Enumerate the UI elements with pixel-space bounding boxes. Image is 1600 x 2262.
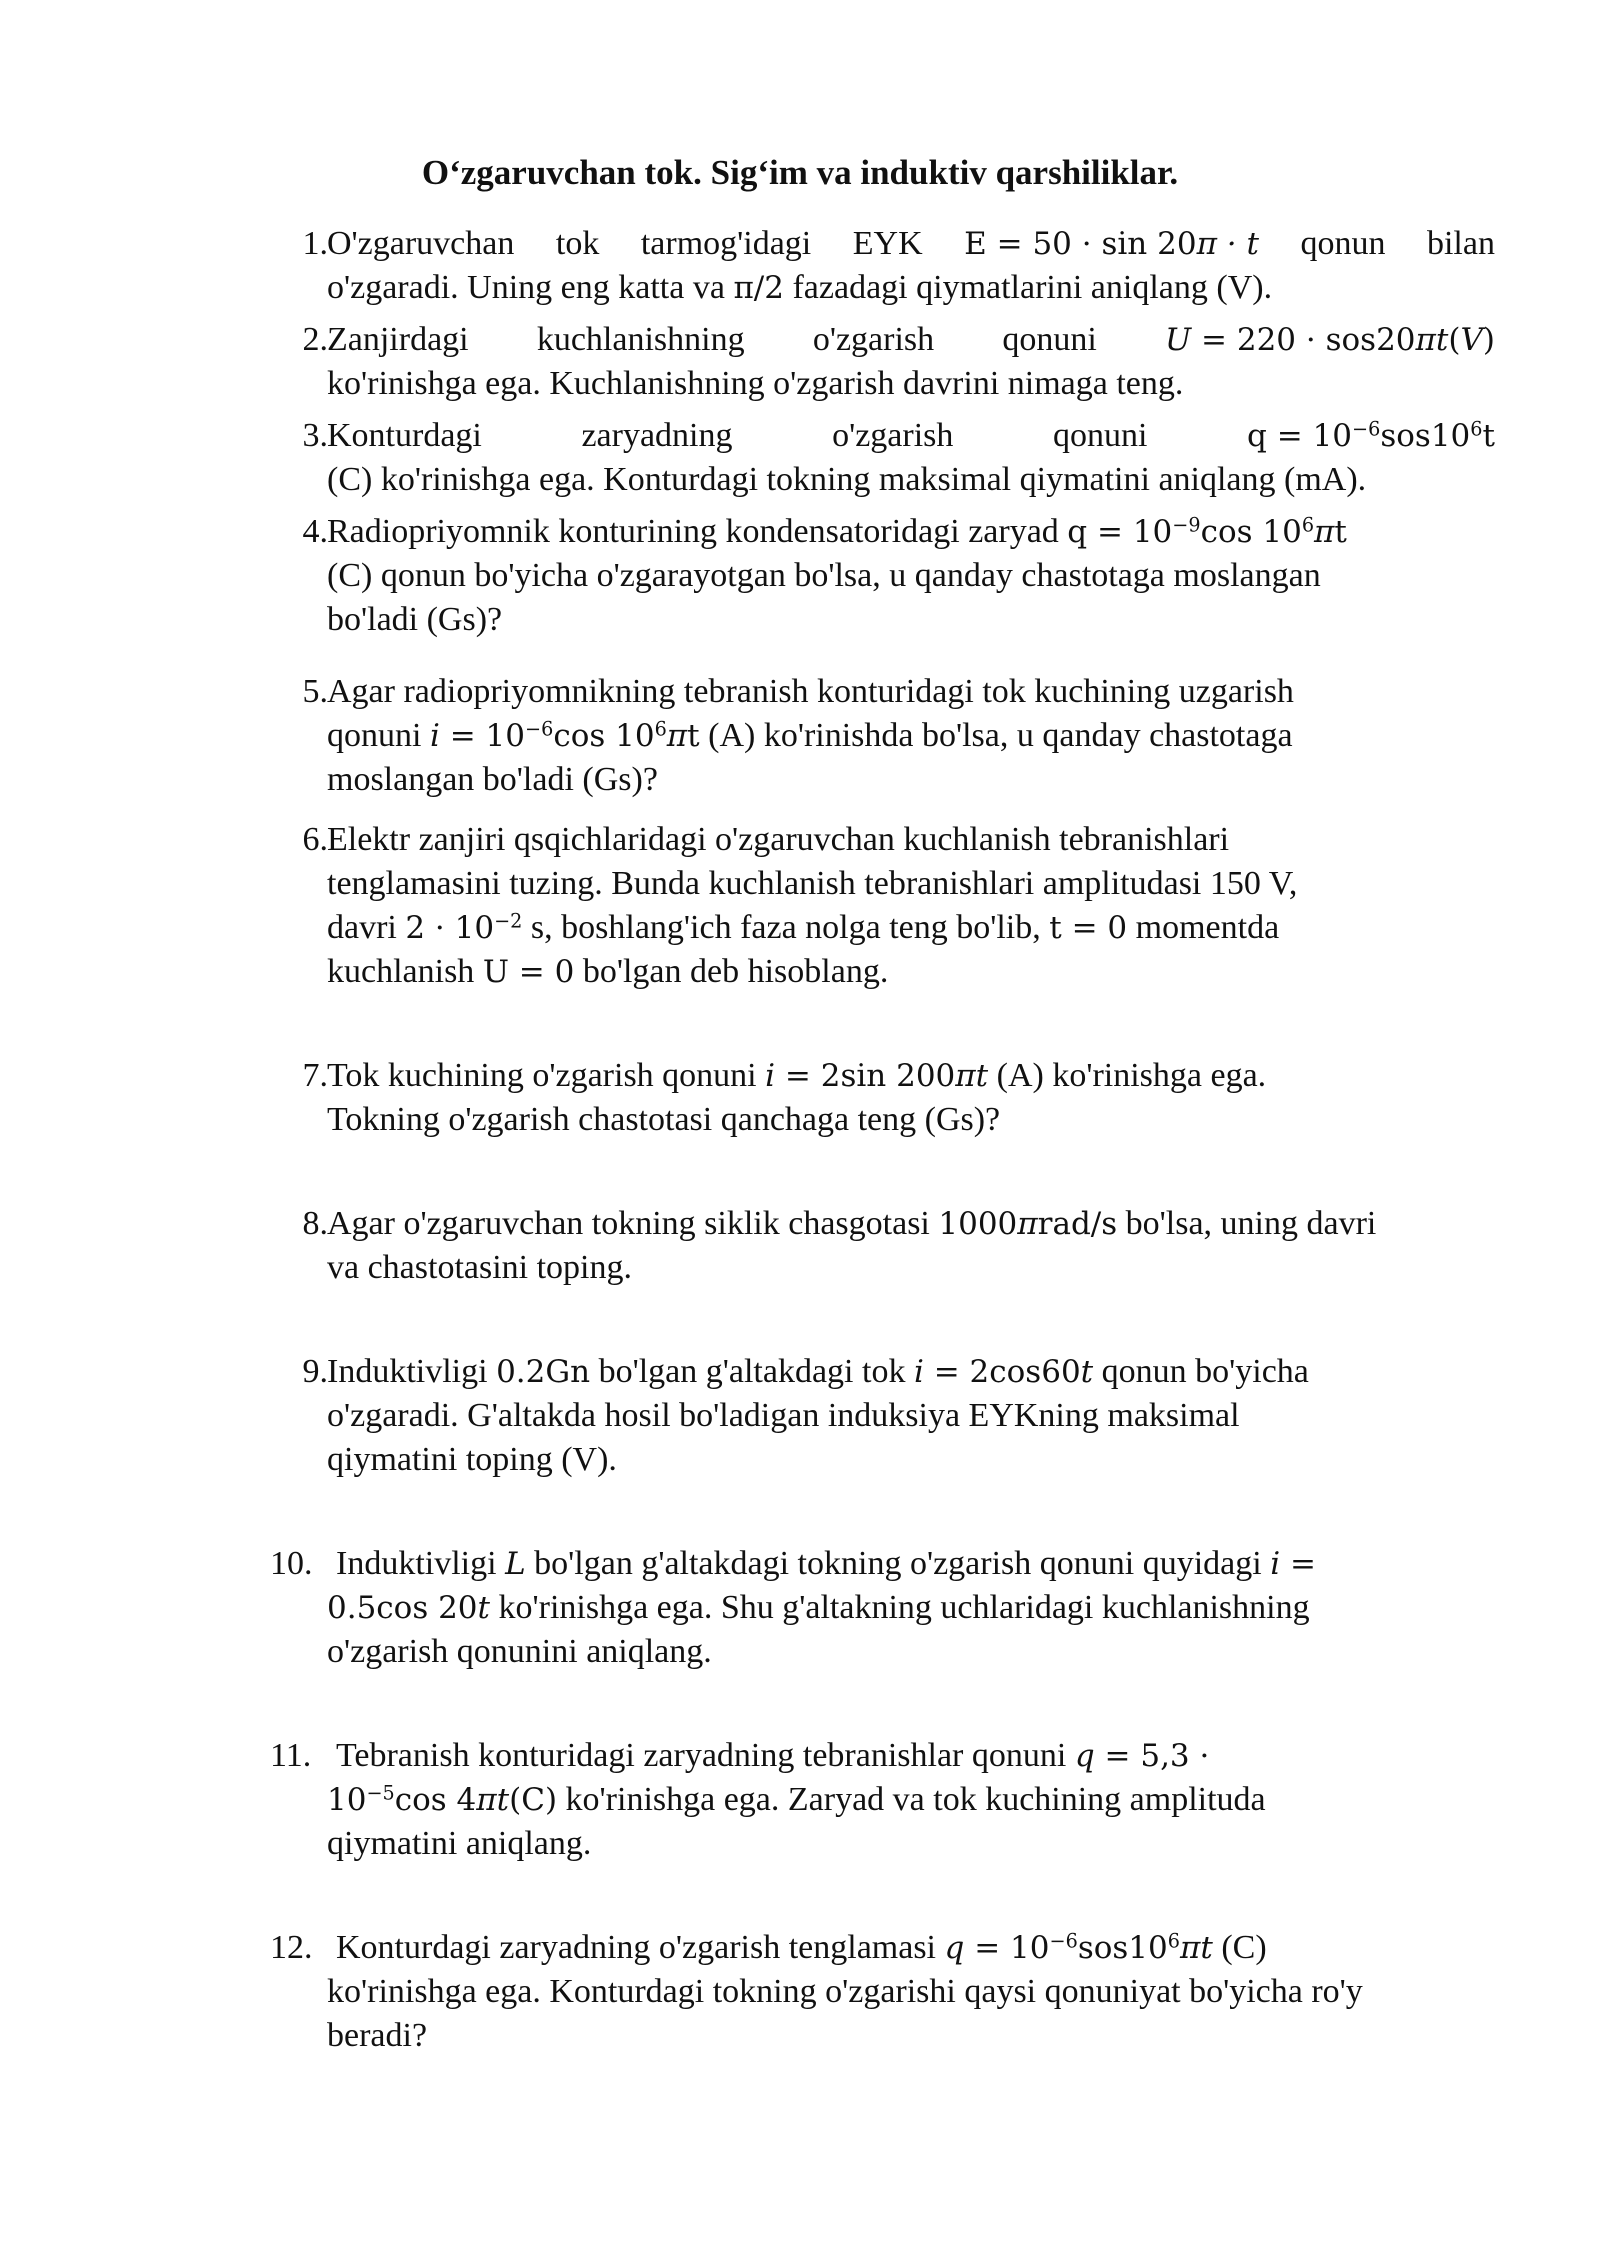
- problem-number: 9.: [302, 1353, 328, 1390]
- problem-number: 1.: [302, 225, 328, 262]
- math-formula: U = 220 · sos20πt(V): [1165, 322, 1495, 358]
- problem-text: Agar radiopriyomnikning tebranish konturidagi tok kuchining uzgarish qonuni $i = 10^{-6}\cos$ $10^6\pi t$ (A) ko'rinishda bo'lsa, u qanday chastotaga moslangan bo'ladi (Gs)?: [327, 673, 1294, 798]
- problem-8: [270, 1202, 1495, 1290]
- math-formula: π/2: [733, 270, 784, 306]
- problem-text: Induktivligi L bo'lgan g'altakdagi tokning o'zgarish qonuni quyidagi i = 0.5cos 20t ko'rinishga ega. Shu g'altakning uchlaridagi kuchlanishning o'zgarish qonunini aniqlang.: [327, 1545, 1316, 1670]
- math-formula: q = 5,3 ·: [1074, 1738, 1210, 1774]
- math-formula: U = 0: [482, 954, 575, 990]
- math-formula: $q = 10^{-9}\cos$ $10^6\pi t$: [1067, 513, 1347, 550]
- problem-text: Zanjirdagi kuchlanishning o'zgarish qonuni U = 220 · sos20πt(V) ko'rinishga ega. Kuchlanishning o'zgarish davrini nimaga teng.: [327, 318, 1495, 406]
- problem-number: 10.: [270, 1545, 313, 1582]
- problem-number: 11.: [270, 1737, 312, 1774]
- math-formula: $q = 10^{-6}sos10^6\pi t$: [944, 1929, 1213, 1966]
- problem-9: [270, 1350, 1495, 1482]
- math-formula: i = 2sin 200πt: [765, 1058, 989, 1094]
- math-formula: E = 50 · sin 20π · t: [964, 226, 1259, 262]
- math-formula: 0.5cos 20t: [327, 1590, 491, 1626]
- problem-1: [270, 222, 1495, 310]
- problem-number: 6.: [302, 821, 328, 858]
- problem-12: [270, 1926, 1495, 2058]
- math-formula: $10^{-5}\cos$ 4πt(C): [327, 1781, 558, 1818]
- problem-number: 2.: [302, 321, 328, 358]
- problem-number: 8.: [302, 1205, 328, 1242]
- problem-6: [270, 818, 1495, 994]
- math-formula: i = 2cos60t: [913, 1354, 1094, 1390]
- problem-number: 4.: [302, 513, 328, 550]
- problem-text: Agar o'zgaruvchan tokning siklik chasgotasi 1000πrad/s bo'lsa, uning davri va chastotasini toping.: [327, 1205, 1377, 1286]
- problem-text: Konturdagi zaryadning o'zgarish qonuni $q = 10^{-6}sos10^6t$ (C) ko'rinishga ega. Konturdagi tokning maksimal qiymatini aniqlang (mA).: [327, 414, 1495, 502]
- problem-text: Konturdagi zaryadning o'zgarish tenglamasi $q = 10^{-6}sos10^6\pi t$ (C) ko'rinishga ega. Konturdagi tokning o'zgarishi qaysi qonuniyat bo'yicha ro'y beradi?: [327, 1929, 1363, 2054]
- problem-3: [270, 414, 1495, 502]
- problem-text: Tok kuchining o'zgarish qonuni i = 2sin 200πt (A) ko'rinishga ega. Tokning o'zgarish chastotasi qanchaga teng (Gs)?: [327, 1057, 1267, 1138]
- problem-text: O'zgaruvchan tok tarmog'idagi EYK E = 50 · sin 20π · t qonun bilan o'zgaradi. Uning eng katta va π/2 fazadagi qiymatlarini aniqlang (V).: [327, 222, 1495, 310]
- math-formula: $i = 10^{-6}\cos$ $10^6\pi t$: [429, 717, 700, 754]
- problem-number: 5.: [302, 673, 328, 710]
- problem-2: [270, 318, 1495, 406]
- problem-text: Elektr zanjiri qsqichlaridagi o'zgaruvchan kuchlanish tebranishlari tenglamasini tuzing. Bunda kuchlanish tebranishlari amplitudasi 150 V, davri $2 \cdot 10^{-2}$ s, boshlang'ich faza nolga teng bo'lib, t = 0 momentda kuchlanish U = 0 bo'lgan deb hisoblang.: [327, 821, 1298, 990]
- problem-10: [270, 1542, 1495, 1674]
- problem-number: 7.: [302, 1057, 328, 1094]
- problem-7: [270, 1054, 1495, 1142]
- math-formula: i =: [1270, 1546, 1316, 1582]
- problem-text: Radiopriyomnik konturining kondensatoridagi zaryad $q = 10^{-9}\cos$ $10^6\pi t$ (C) qonun bo'yicha o'zgarayotgan bo'lsa, u qanday chastotaga moslangan bo'ladi (Gs)?: [327, 513, 1347, 638]
- page-title: O‘zgaruvchan tok. Sig‘im va induktiv qarshiliklar.: [421, 153, 1179, 192]
- problem-number: 12.: [270, 1929, 313, 1966]
- math-formula: 0.2Gn: [496, 1354, 591, 1390]
- math-formula: $q = 10^{-6}sos10^6t$: [1247, 417, 1495, 454]
- math-formula: $2 \cdot 10^{-2}$: [405, 909, 523, 946]
- problem-number: 3.: [302, 417, 328, 454]
- problem-11: [270, 1734, 1495, 1866]
- problem-4: [270, 510, 1495, 642]
- math-formula: L: [505, 1546, 526, 1582]
- problem-text: Tebranish konturidagi zaryadning tebranishlar qonuni q = 5,3 · $10^{-5}\cos$ 4πt(C) ko'rinishga ega. Zaryad va tok kuchining amplituda qiymatini aniqlang.: [327, 1737, 1266, 1862]
- problem-text: Induktivligi 0.2Gn bo'lgan g'altakdagi tok i = 2cos60t qonun bo'yicha o'zgaradi. G'altakda hosil bo'ladigan induksiya EYKning maksimal qiymatini toping (V).: [327, 1353, 1309, 1478]
- math-formula: t = 0: [1049, 910, 1128, 946]
- math-formula: 1000πrad/s: [938, 1206, 1118, 1242]
- problem-5: [270, 670, 1495, 802]
